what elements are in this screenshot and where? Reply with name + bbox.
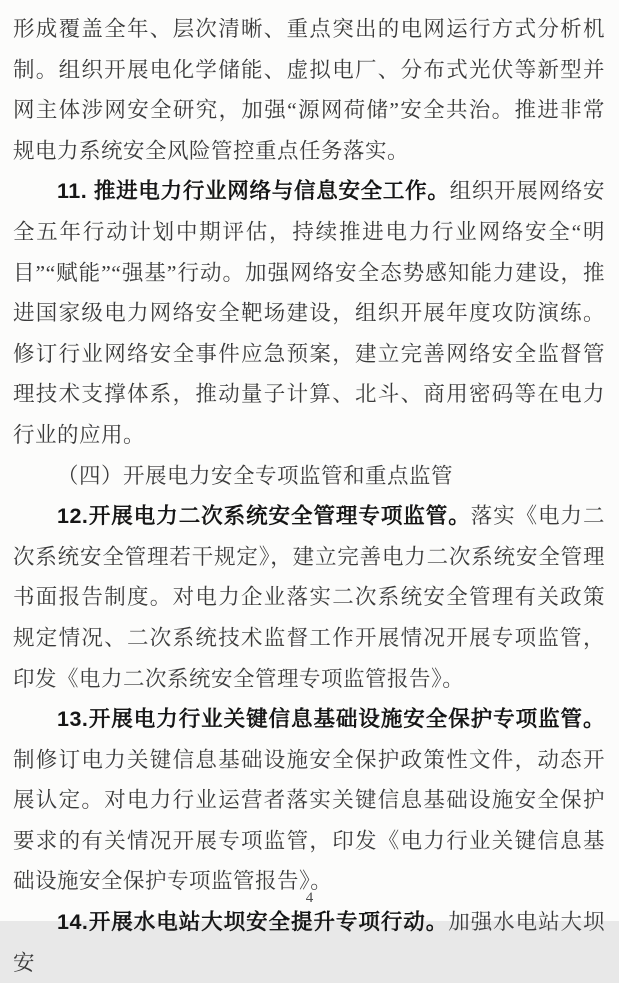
paragraph bbox=[13, 902, 605, 983]
paragraph-text: 组织开展网络安全五年行动计划中期评估，持续推进电力行业网络安全“明目”“赋能”“强基”行动。加强网络安全态势感知能力建设，推进国家级电力网络安全靶场建设，组织开展年度攻防演练。修订行业网络安全事件应急预案，建立完善网络安全监督管理技术支撑体系，推动量子计算、北斗、商用密码等在电力行业的应用。 bbox=[13, 179, 605, 447]
paragraph-text: （四）开展电力安全专项监管和重点监管 bbox=[57, 463, 454, 488]
paragraph-heading: 13.开展电力行业关键信息基础设施安全保护专项监管。 bbox=[57, 707, 605, 732]
page-number: 4 bbox=[305, 890, 314, 906]
paragraph-heading: 14.开展水电站大坝安全提升专项行动。 bbox=[57, 910, 449, 935]
paragraph bbox=[13, 456, 605, 497]
paragraph-heading: 12.开展电力二次系统安全管理专项监管。 bbox=[57, 504, 471, 529]
paragraph bbox=[13, 496, 605, 699]
paragraph bbox=[13, 171, 605, 455]
paragraph-text: 形成覆盖全年、层次清晰、重点突出的电网运行方式分析机制。组织开展电化学储能、虚拟电厂、分布式光伏等新型并网主体涉网安全研究，加强“源网荷储”安全共治。推进非常规电力系统安全风险管控重点任务落实。 bbox=[13, 17, 605, 163]
paragraph-text: 落实《电力二次系统安全管理若干规定》，建立完善电力二次系统安全管理书面报告制度。对电力企业落实二次系统安全管理有关政策规定情况、二次系统技术监督工作开展情况开展专项监管，印发《电力二次系统安全管理专项监管报告》。 bbox=[13, 504, 605, 691]
paragraph-text: 制修订电力关键信息基础设施安全保护政策性文件，动态开展认定。对电力行业运营者落实关键信息基础设施安全保护要求的有关情况开展专项监管，印发《电力行业关键信息基础设施安全保护专项监管报告》。 bbox=[13, 747, 605, 894]
paragraph-text: 加强水电站大坝安 bbox=[13, 910, 605, 975]
paragraph-heading: 11. 推进电力行业网络与信息安全工作。 bbox=[57, 179, 450, 204]
paragraph bbox=[13, 699, 605, 902]
paragraph bbox=[13, 9, 605, 171]
document-body bbox=[13, 9, 605, 983]
